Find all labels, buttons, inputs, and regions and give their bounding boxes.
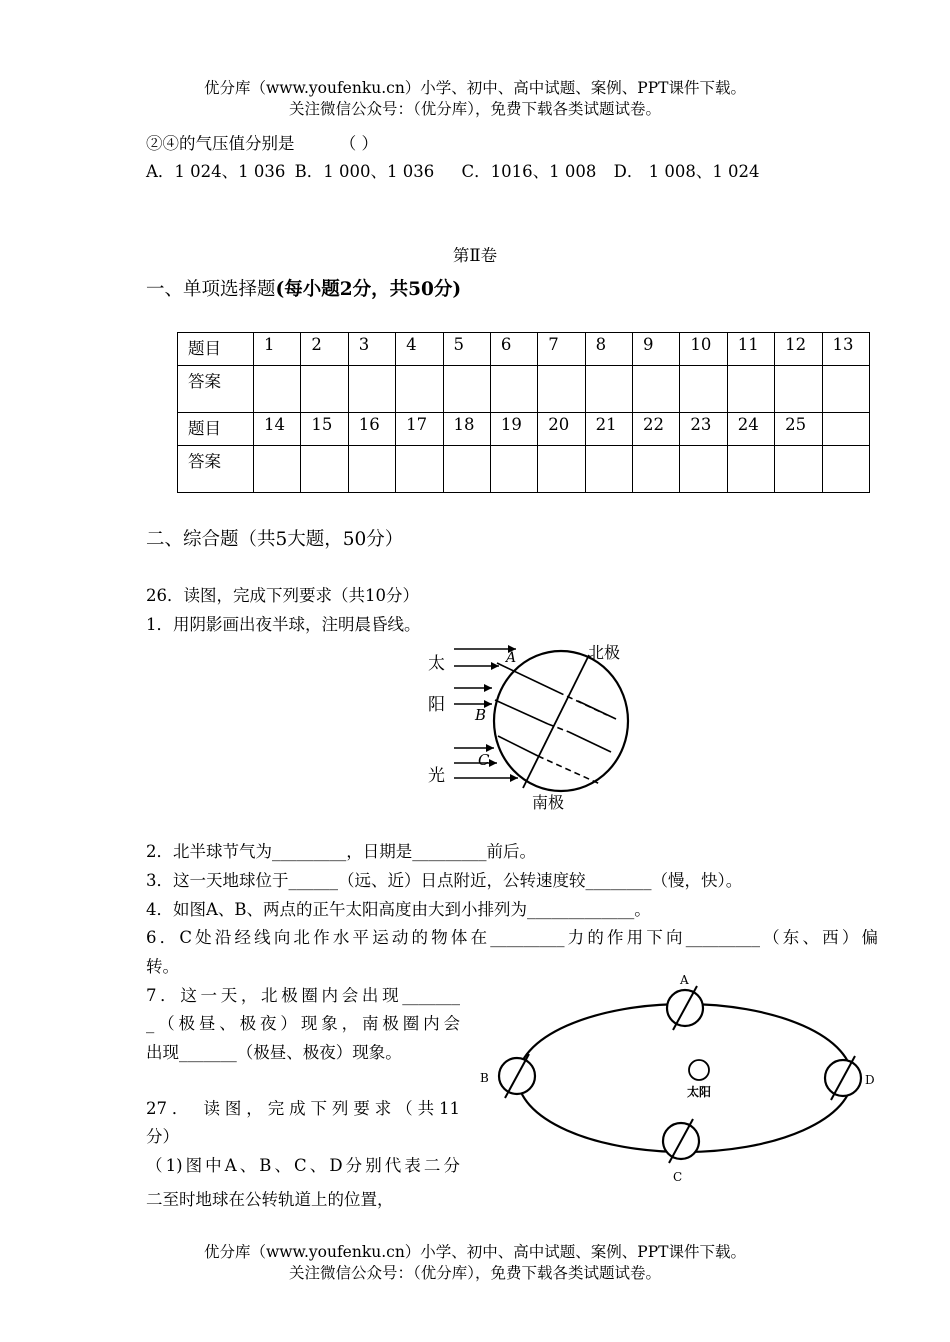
answer-cell[interactable] [396,446,443,493]
table-cell-number: 5 [443,333,490,366]
earth-illumination-figure [420,638,645,810]
table-cell-number: 20 [538,413,585,446]
header-line-2: 关注微信公众号：（优分库），免费下载各类试题试卷。 [288,100,661,118]
answer-paren: （ ） [339,134,378,153]
north-pole-label: 北极 [588,643,621,662]
section2-title: 二、综合题（共5大题，50分） [146,529,404,550]
answer-cell[interactable] [633,366,680,413]
latitude-line [495,700,548,724]
q26-sub6-line1: 6．C处沿经线向北作水平运动的物体在_________力的作用下向_________（东、西）偏 [146,928,878,947]
answer-cell[interactable] [348,366,395,413]
prev-question-stem-text: ②④的气压值分别是 [146,134,295,153]
table-cell-number: 7 [538,333,585,366]
answer-cell[interactable] [775,446,822,493]
position-label-b: B [480,1071,489,1085]
table-row [178,333,870,366]
sun-label-char: 阳 [428,695,445,715]
answer-cell[interactable] [727,366,774,413]
footer-line-2: 关注微信公众号：（优分库），免费下载各类试题试卷。 [288,1264,661,1282]
table-cell-label: 题目 [178,413,254,446]
table-cell-number: 19 [490,413,537,446]
answer-cell[interactable] [490,366,537,413]
table-row [178,446,870,493]
answer-cell[interactable] [443,366,490,413]
section1-title [146,275,461,301]
position-label-d: D [865,1073,875,1087]
q27-line3: （1)图中A、B、C、D分别代表二分 [146,1156,460,1175]
table-cell-number: 11 [727,333,774,366]
answer-cell[interactable] [254,446,301,493]
q27-line4: 二至时地球在公转轨道上的位置， [146,1190,394,1209]
answer-cell[interactable] [396,366,443,413]
volume-title: 第Ⅱ卷 [452,246,498,265]
q26-sub7-line2: _（极昼、极夜）现象，南极圈内会 [146,1014,460,1033]
latitude-line [498,736,538,756]
table-cell-number: 9 [633,333,680,366]
q27-line1: 27． 读图，完成下列要求（共11 [146,1099,460,1118]
answer-cell[interactable] [538,446,585,493]
answer-cell[interactable] [680,446,727,493]
table-cell-number: 4 [396,333,443,366]
table-cell-number: 2 [301,333,348,366]
table-row [178,366,870,413]
answer-cell[interactable] [680,366,727,413]
section1-title-text: 一、单项选择题 [146,279,276,300]
answer-cell[interactable] [727,446,774,493]
point-c-label: C [478,751,490,769]
answer-sheet-table [177,332,870,493]
point-b-label: B [475,706,487,724]
arrow-icon [489,759,497,767]
footer-line-1: 优分库（www.youfenku.cn）小学、初中、高中试题、案例、PPT课件下载。 [203,1243,747,1261]
table-cell-label: 答案 [178,446,254,493]
table-row [178,413,870,446]
sun-label: 太阳 [687,1085,712,1099]
table-cell-label: 答案 [178,366,254,413]
table-cell-number: 17 [396,413,443,446]
answer-cell[interactable] [822,446,870,493]
q26-sub4: 4．如图A、B、两点的正午太阳高度由大到小排列为_____________。 [146,900,651,919]
latitude-line [569,732,611,752]
answer-cell[interactable] [443,446,490,493]
table-cell-label: 题目 [178,333,254,366]
earth-axis [523,655,589,788]
q26-sub1: 1．用阴影画出夜半球，注明晨昏线。 [146,615,421,634]
sun-label-char: 太 [428,654,445,674]
header-line-1: 优分库（www.youfenku.cn）小学、初中、高中试题、案例、PPT课件下载。 [203,79,747,97]
table-cell-number: 21 [585,413,632,446]
q26-sub7-line1: 7．这一天，北极圈内会出现_______ [146,986,460,1005]
table-cell-number: 14 [254,413,301,446]
table-cell-number: 15 [301,413,348,446]
q26-sub3: 3．这一天地球位于______（远、近）日点附近，公转速度较________（慢，快）。 [146,871,743,890]
prev-question-options [146,158,760,182]
answer-cell[interactable] [585,446,632,493]
answer-cell[interactable] [538,366,585,413]
table-cell-number: 24 [727,413,774,446]
answer-cell[interactable] [301,446,348,493]
answer-cell[interactable] [254,366,301,413]
table-cell-number: 23 [680,413,727,446]
answer-cell[interactable] [348,446,395,493]
answer-cell[interactable] [585,366,632,413]
south-pole-label: 南极 [532,793,565,810]
arrow-icon [510,774,518,782]
sun-label-char: 光 [428,766,445,786]
table-cell-number: 22 [633,413,680,446]
latitude-line [497,663,558,692]
section1-title-score: (每小题2分，共50分) [275,279,462,300]
q26-title: 26．读图，完成下列要求（共10分） [146,586,419,605]
table-cell-number: 10 [680,333,727,366]
table-cell-number: 16 [348,413,395,446]
point-a-label: A [506,650,517,666]
table-cell-number: 1 [254,333,301,366]
table-cell-number: 12 [775,333,822,366]
table-cell-number: 18 [443,413,490,446]
option-c: C．1016、1 008 [461,162,597,181]
q27-line2: 分） [146,1127,179,1146]
earth-orbit-figure [475,972,885,1184]
table-cell-number: 6 [490,333,537,366]
table-cell-number: 8 [585,333,632,366]
position-label-a: A [680,973,689,987]
position-label-c: C [673,1170,683,1184]
table-cell-number: 25 [775,413,822,446]
option-d: D． 1 008、1 024 [613,162,760,181]
answer-cell[interactable] [822,366,870,413]
q26-sub7-line3: 出现_______（极昼、极夜）现象。 [146,1043,402,1062]
prev-question-stem [146,130,378,154]
sun-icon [689,1060,709,1080]
option-a: A．1 024、1 036 [146,162,286,181]
arrow-icon [484,684,492,692]
q26-sub6-line2: 转。 [146,957,179,976]
latitude-line-dashed [538,756,600,784]
answer-cell[interactable] [775,366,822,413]
answer-cell[interactable] [301,366,348,413]
answer-cell[interactable] [490,446,537,493]
table-cell-number: 13 [822,333,870,366]
option-b: B．1 000、1 036 [294,162,435,181]
table-cell-number [822,413,870,446]
q26-sub2: 2．北半球节气为_________，日期是_________前后。 [146,842,536,861]
table-cell-number: 3 [348,333,395,366]
answer-cell[interactable] [633,446,680,493]
